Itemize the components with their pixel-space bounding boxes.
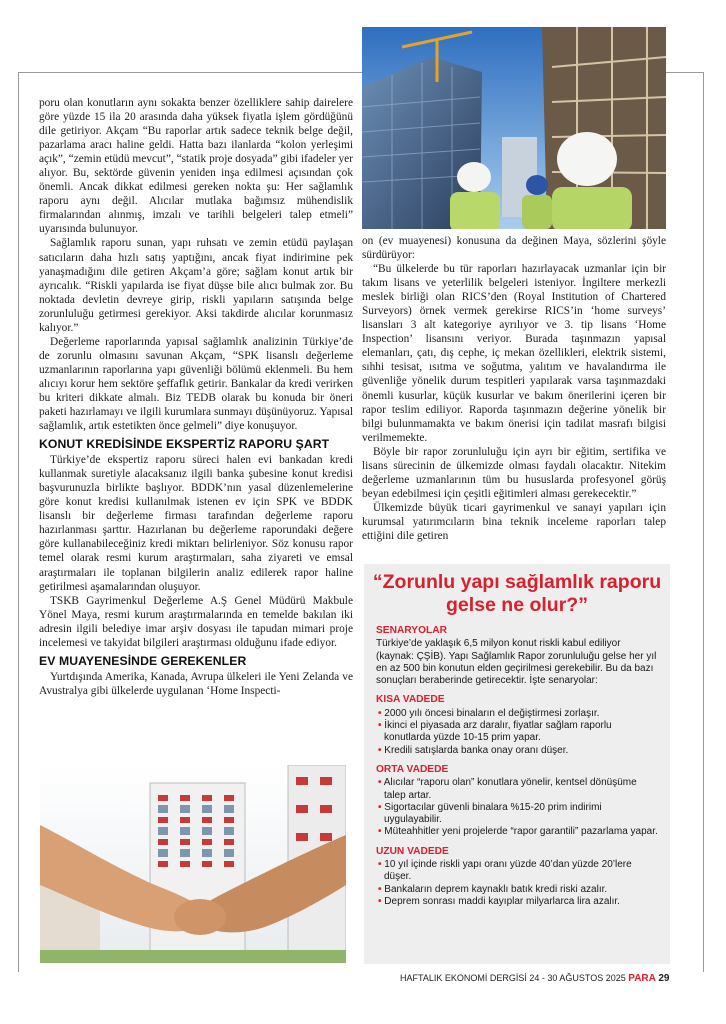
handshake-photo	[40, 765, 346, 963]
bullet-icon: •	[378, 777, 382, 789]
paragraph: Yurtdışında Amerika, Kanada, Avrupa ülkeleri ile Yeni Zelanda ve Avustralya gibi ülkelerde uygulanan ‘Home Inspecti-	[39, 670, 353, 697]
left-column	[39, 96, 353, 736]
list-item: • Kredili satışlarda banka onay oranı düşer.	[378, 744, 569, 756]
sidebar-section-heading: UZUN VADEDE	[376, 845, 449, 857]
bullet-icon: •	[378, 895, 382, 907]
list-item: • Deprem sonrası maddi kayıplar milyarlarca lira azalır.	[378, 895, 620, 907]
paragraph: Türkiye’de ekspertiz raporu süreci halen evi bankadan kredi kullanmak suretiyle alacaksanız ilgili banka şubesine konut kredisi başvurunuzla birlikte başlıyor. BDDK’nın yasal düzenlemelerine göre konut kredisi kullanılmak istenen ev için SPK ve BDDK lisanslı bir değerleme firması tarafından değerleme raporu hazırlanması şarttır. Hazırlanan bu değerleme raporundaki değere göre kullanabileceğiniz kredi miktarı belirleniyor. Söz konusu rapor temel olarak resmi kurum araştırmaları, saha ziyareti ve emsal araştırmaları ile toplanan bilgilerin analiz edilerek rapor haline getirilmesi aşamalarından oluşuyor.	[39, 454, 353, 593]
sidebar-intro-text: Türkiye’de yaklaşık 6,5 milyon konut riskli kabul ediliyor (kaynak: ÇŞİB). Yapı Sağlamlık Rapor zorunluluğu gelse her yıl en az 500 bin konutun elden geçirilmesi gerekebilir. Bu da bazı sonuçları beraberinde getirecektir. İşte senaryolar:	[376, 638, 657, 687]
list-item: • 2000 yılı öncesi binaların el değiştirmesi zorlaşır.	[378, 707, 600, 719]
section-heading: KONUT KREDİSİNDE EKSPERTİZ RAPORU ŞART	[39, 437, 330, 452]
list-item: • İkinci el piyasada arz daralır, fiyatlar sağlam raporlu konutlarda yüzde 10-15 prim yapar.	[378, 720, 612, 744]
list-item: • Alıcılar “raporu olan” konutlara yönelir, kentsel dönüşüme talep artar.	[378, 777, 637, 801]
sidebar-title: “Zorunlu yapı sağlamlık raporu gelse ne olur?”	[372, 571, 662, 616]
paragraph: poru olan konutların aynı sokakta benzer özelliklere sahip dairelere göre yüzde 15 ila 20 arasında daha yüksek fiyatla işlem gördüğünü dile getiriyor. Akçam “Bu raporlar artık sadece teknik belge değil, pazarlama aracı haline geldi. Hatta bazı ilanlarda “kolon yerleşimi açık”, “zemin etüdü mevcut”, “statik proje dosyada” gibi ifadeler yer alıyor. Bu, sektörde güvenin yeniden inşa edilmesi açısından çok önemli. Ancak dikkat edilmesi gereken nokta şu: Her sağlamlık raporu aynı değil. Alıcılar mutlaka bağımsız mühendislik firmalarından alınmış, imzalı ve tarihli belgeleri talep etmeli” uyarısında bulunuyor.	[39, 97, 353, 236]
bullet-icon: •	[378, 707, 382, 719]
page-footer	[400, 973, 700, 987]
bullet-icon: •	[378, 826, 382, 838]
paragraph: Ülkemizde büyük ticari gayrimenkul ve sanayi yapıları için kurumsal yatırımcıların bina teknik inceleme raporları talep ettiğini dile getiren	[362, 501, 666, 542]
page-number: 29	[658, 973, 670, 984]
list-item: • 10 yıl içinde riskli yapı oranı yüzde 40’dan yüzde 20’lere düşer.	[378, 859, 632, 883]
right-column	[362, 234, 666, 564]
paragraph: Böyle bir rapor zorunluluğu için ayrı bir eğitim, sertifika ve lisans sürecinin de ülkemizde olması faydalı olacaktır. Nitekim değerleme uzmanlarının tüm bu hususlarda profesyonel görüş beyan edebilmesi için çeşitli eğitimleri alması gerekecektir.”	[362, 445, 666, 500]
sidebar-section-heading: ORTA VADEDE	[376, 763, 449, 775]
paragraph: on (ev muayenesi) konusuna da değinen Maya, sözlerini şöyle sürdürüyor:	[362, 235, 666, 262]
bullet-icon: •	[378, 744, 382, 756]
bullet-icon: •	[378, 801, 382, 813]
bullet-icon: •	[378, 720, 382, 732]
list-item: • Bankaların deprem kaynaklı batık kredi riski azalır.	[378, 883, 608, 895]
sidebar-box	[364, 564, 670, 964]
construction-workers-photo	[362, 27, 666, 229]
section-heading: EV MUAYENESİNDE GEREKENLER	[39, 653, 247, 668]
list-item: • Sigortacılar güvenli binalara %15-20 prim indirimi uygulayabilir.	[378, 801, 602, 826]
bullet-icon: •	[378, 859, 382, 871]
paragraph: Değerleme raporlarında yapısal sağlamlık analizinin Türkiye’de de zorunlu olmasını savunan Akçam, “SPK lisanslı değerleme uzmanlarının raporlarına yapı güvenliği bölümü eklenmeli. Bu hem alıcıyı korur hem sektöre şeffaflık getirir. Bankalar da kredi verirken bu kriteri dikkate almalı. Biz TEDB olarak bu konuda bir öneri paketi hazırlamayı ve ilgili kurumlara sunmayı düşünüyoruz. Yapısal sağlamlık, artık estetikten önce gelmeli” diye konuşuyor.	[39, 335, 353, 433]
paragraph: TSKB Gayrimenkul Değerleme A.Ş Genel Müdürü Makbule Yönel Maya, resmi kurum araştırmalarında en temelde bakılan iki adresin ilgili belediye imar arşiv dosyası ile tapudan mimari proje incelemesi ve takyidat bilgileri araştırması olduğunu ifade ediyor.	[39, 594, 353, 649]
bullet-icon: •	[378, 883, 382, 895]
list-item: • Müteahhitler yeni projelerde “rapor garantili” pazarlama yapar.	[378, 826, 658, 838]
sidebar-section-heading: KISA VADEDE	[376, 694, 445, 706]
issue-label: HAFTALIK EKONOMİ DERGİSİ 24 - 30 AĞUSTOS 2025	[400, 973, 626, 983]
paragraph: Sağlamlık raporu sunan, yapı ruhsatı ve zemin etüdü paylaşan satıcıların daha hızlı satış yaptığını, ancak fiyat indirimine pek yanaşmadığını dile getiren Akçam’a göre; sağlam konut artık bir ayrıcalık. “Riskli yapılarda ise fiyat düşse bile alıcı bulmak zor. Bu noktada devletin devreye girip, riskli yapıların satışında belge zorunluluğu getirmesi gerekiyor. Aksi takdirde alıcılar korunmasız kalıyor.”	[39, 237, 353, 334]
sidebar-section-heading: SENARYOLAR	[376, 625, 447, 636]
paragraph: “Bu ülkelerde bu tür raporları hazırlayacak uzmanlar için bir takım lisans ve yeterlilik belgeleri isteniyor. İngiltere merkezli meslek birliği olan RICS’den (Royal Institution of Chartered Surveyors) örnek vermek gerekirse RICS’in ‘home surveys’ lisansları 3 alt kategoriye ayrılıyor ve 3. tip lisans ‘Home Inspection’ lisansını veriyor. Burada taşınmazın yapısal elemanları, çatı, dış cephe, iç mekan özellikleri, elektrik sistemi, sıhhi tesisat, ısıtma ve soğutma, yalıtım ve havalandırma ile güvenliğe yönelik durum tespitleri yapılarak varsa taşınmazdaki önemli kusurlar, küçük kusurlar ve bakım önerilerini içeren bir rapor teslim ediliyor. Raporda taşınmazın değerine yönelik bir bilgi bulunmamakta ve bakım önerisi için tadilat masrafı bilgisi verilmemekte.	[362, 263, 666, 444]
magazine-brand: PARA	[628, 973, 656, 984]
